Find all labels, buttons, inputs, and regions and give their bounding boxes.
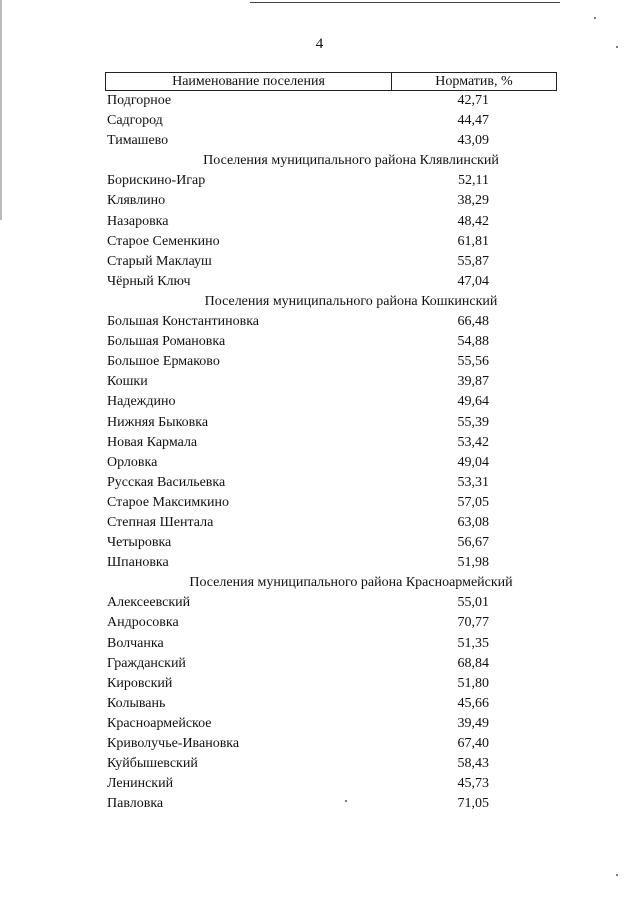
column-header-norm: Норматив, % [435,74,513,89]
table-row [105,232,557,252]
norm-value: 52,11 [458,173,489,189]
norm-value: 45,66 [457,695,489,711]
table-row [105,593,557,613]
norm-value: 66,48 [457,314,489,330]
settlement-name: Нижняя Быковка [107,414,209,430]
table-row [105,513,557,533]
norm-value: 39,49 [457,715,489,731]
table-row [105,312,557,332]
norm-value: 63,08 [457,514,489,530]
table-row [105,352,557,372]
settlement-name: Новая Кармала [107,434,198,450]
table-row [105,794,557,814]
settlement-name: Тимашево [107,133,169,149]
settlement-name: Кошки [107,374,148,390]
settlement-name: Большая Романовка [107,334,226,350]
table-row [105,433,557,453]
settlement-name: Клявлино [107,193,166,209]
table-row [105,91,557,111]
norm-value: 44,47 [457,113,489,129]
table-row [105,171,557,191]
settlement-norm-table [105,72,557,814]
settlement-name: Колывань [107,695,166,711]
norm-value: 55,87 [457,253,489,269]
settlement-name: Чёрный Ключ [107,273,191,289]
table-row [105,111,557,131]
settlement-name: Степная Шентала [107,514,214,530]
settlement-name: Борискино-Игар [107,173,206,189]
table-row [105,493,557,513]
table-row [105,734,557,754]
table-row [105,453,557,473]
norm-value: 51,80 [457,675,489,691]
norm-value: 68,84 [457,655,489,671]
table-row [105,533,557,553]
scan-edge-shadow [0,0,2,220]
table-row [105,272,557,292]
settlement-name: Гражданский [107,655,186,671]
norm-value: 39,87 [457,374,489,390]
norm-value: 54,88 [457,334,489,350]
table-row [105,774,557,794]
table-row [105,332,557,352]
settlement-name: Садгород [107,113,163,129]
settlement-name: Волчанка [107,635,164,651]
settlement-name: Старое Семенкино [107,233,220,249]
norm-value: 48,42 [457,213,489,229]
norm-value: 45,73 [457,776,489,792]
table-row [105,754,557,774]
settlement-name: Подгорное [107,93,172,108]
section-heading: Поселения муниципального района Клявлинский [203,153,499,169]
settlement-name: Павловка [107,796,164,812]
settlement-name: Орловка [107,454,158,470]
norm-value: 49,04 [457,454,489,470]
section-heading: Поселения муниципального района Кошкинский [204,293,498,309]
settlement-name: Четыровка [107,535,172,551]
table-row [105,654,557,674]
norm-value: 47,04 [457,273,489,289]
table-row [105,473,557,493]
table-row [105,131,557,151]
settlement-name: Старый Маклауш [107,253,212,269]
norm-value: 43,09 [457,133,489,149]
table-row [105,714,557,734]
norm-value: 49,64 [457,394,489,410]
settlement-name: Криволучье-Ивановка [107,736,240,751]
settlement-name: Назаровка [107,213,169,229]
table-row [105,674,557,694]
settlement-name: Красноармейское [107,715,212,731]
norm-value: 53,31 [457,474,489,490]
settlement-name: Шпановка [107,555,169,571]
norm-value: 57,05 [457,494,489,510]
norm-value: 38,29 [457,193,489,209]
table-header [105,72,557,91]
table-body [105,91,557,814]
settlement-name: Надеждино [107,394,176,410]
scan-edge-line [250,2,560,3]
settlement-name: Русская Васильевка [107,474,226,490]
settlement-name: Алексеевский [107,595,191,611]
scan-speck [594,17,596,19]
table-row [105,553,557,573]
column-header-name: Наименование поселения [106,73,392,90]
norm-value: 61,81 [457,233,489,249]
norm-value: 71,05 [457,796,489,812]
norm-value: 55,01 [457,595,489,611]
table-row [105,613,557,633]
norm-value: 53,42 [457,434,489,450]
settlement-name: Кировский [107,675,173,691]
scan-speck [616,874,618,876]
settlement-name: Большая Константиновка [107,314,260,330]
settlement-name: Ленинский [107,776,174,792]
table-row [105,212,557,232]
table-row [105,252,557,272]
norm-value: 55,56 [457,354,489,370]
table-row [105,392,557,412]
table-row [105,372,557,392]
table-row [105,413,557,433]
settlement-name: Большое Ермаково [107,354,220,370]
settlement-name: Старое Максимкино [107,494,230,510]
section-heading: Поселения муниципального района Красноармейский [189,575,513,591]
norm-value: 70,77 [457,615,489,631]
norm-value: 56,67 [457,535,489,551]
settlement-name: Андросовка [107,615,179,631]
table-row [105,191,557,211]
norm-value: 51,98 [457,555,489,571]
table-row [105,634,557,654]
settlement-name: Куйбышевский [107,756,198,772]
page-number: 4 [315,36,324,52]
norm-value: 58,43 [457,756,489,772]
norm-value: 42,71 [457,93,489,108]
norm-value: 51,35 [457,635,489,651]
norm-value: 67,40 [457,736,489,751]
norm-value: 55,39 [457,414,489,430]
table-row [105,694,557,714]
